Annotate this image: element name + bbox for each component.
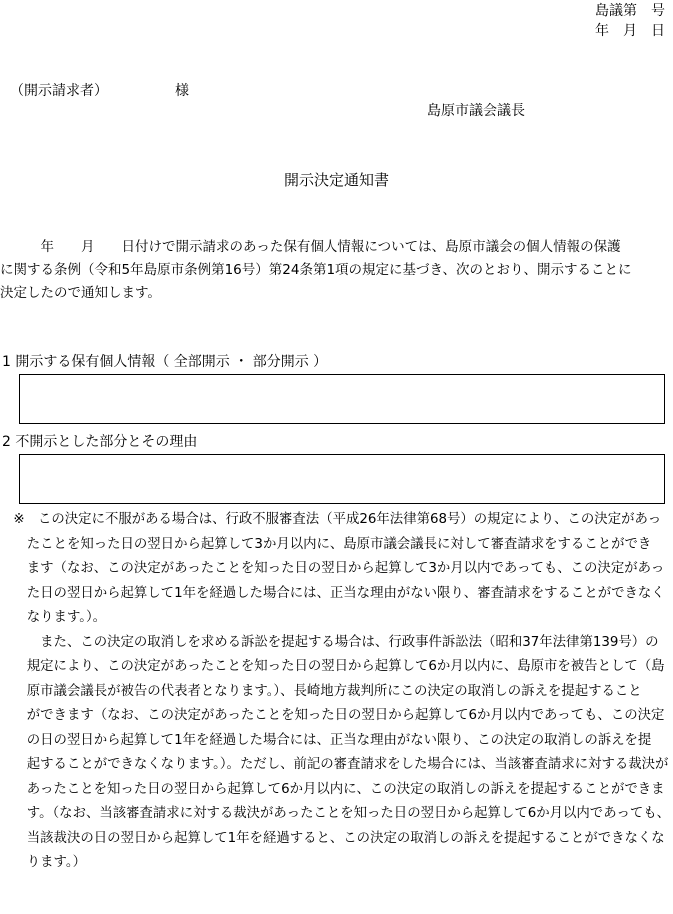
notice-line: 原市議会議長が被告の代表者となります。）、長崎地方裁判所にこの決定の取消しの訴えを提起すること [0,683,642,699]
section1-entry-box[interactable] [19,374,665,424]
body-paragraph [0,236,673,305]
appeal-notice [0,508,673,876]
notice-line: す。（なお、当該審査請求に対する裁決があったことを知った日の翌日から起算して6か月以内であっても、 [0,806,671,821]
notice-line: の日の翌日から起算して1年を経過した場合には、正当な理由がない限り、この決定の取消しの訴えを提 [0,732,652,748]
notice-line: た日の翌日から起算して1年を経過した場合には、正当な理由がない限り、審査請求をすることができなく [0,585,665,601]
notice-line: 当該裁決の日の翌日から起算して1年を経過すると、この決定の取消しの訴えを提起することができなくな [0,830,665,846]
issuer-name: 島原市議会議長 [427,103,525,119]
notice-line: たことを知った日の翌日から起算して3か月以内に、島原市議会議長に対して審査請求をすることができ [0,536,652,552]
document-title: 開示決定通知書 [283,171,389,189]
notice-line: あったことを知った日の翌日から起算して6か月以内に、この決定の取消しの訴えを提起することができま [0,781,665,797]
notice-line: 規定により、この決定があったことを知った日の翌日から起算して6か月以内に、島原市を被告として（島 [0,659,665,674]
body-line: 年 月 日付けで開示請求のあった保有個人情報については、島原市議会の個人情報の保護 [0,239,621,255]
notice-line: また、この決定の取消しを求める訴訟を提起する場合は、行政事件訴訟法（昭和37年法律第139号）の [0,634,659,650]
notice-line: ます（なお、この決定があったことを知った日の翌日から起算して3か月以内であっても、この決定があっ [0,561,665,576]
section2-heading: 2 不開示とした部分とその理由 [2,434,198,450]
requester-label: （開示請求者） [10,83,108,99]
body-line: 決定したので通知します。 [0,285,161,301]
notice-line: ※ この決定に不服がある場合は、行政不服審査法（平成26年法律第68号）の規定により、この決定があっ [0,512,662,527]
notice-line: ります。） [0,855,86,870]
section1-heading: 1 開示する保有個人情報（ 全部開示 ・ 部分開示 ） [2,354,328,370]
body-line: に関する条例（令和5年島原市条例第16号）第24条第1項の規定に基づき、次のとおり、開示することに [0,262,632,278]
notice-line: なります。）。 [0,610,107,625]
notice-line: ができます（なお、この決定があったことを知った日の翌日から起算して6か月以内であっても、この決定 [0,708,665,723]
document-number: 島議第 号 [595,3,665,19]
notice-line: 起することができなくなります。）。ただし、前記の審査請求をした場合には、当該審査請求に対する裁決が [0,757,669,772]
requester-honorific: 様 [175,83,189,99]
section2-entry-box[interactable] [19,454,665,504]
document-date: 年 月 日 [595,23,665,39]
